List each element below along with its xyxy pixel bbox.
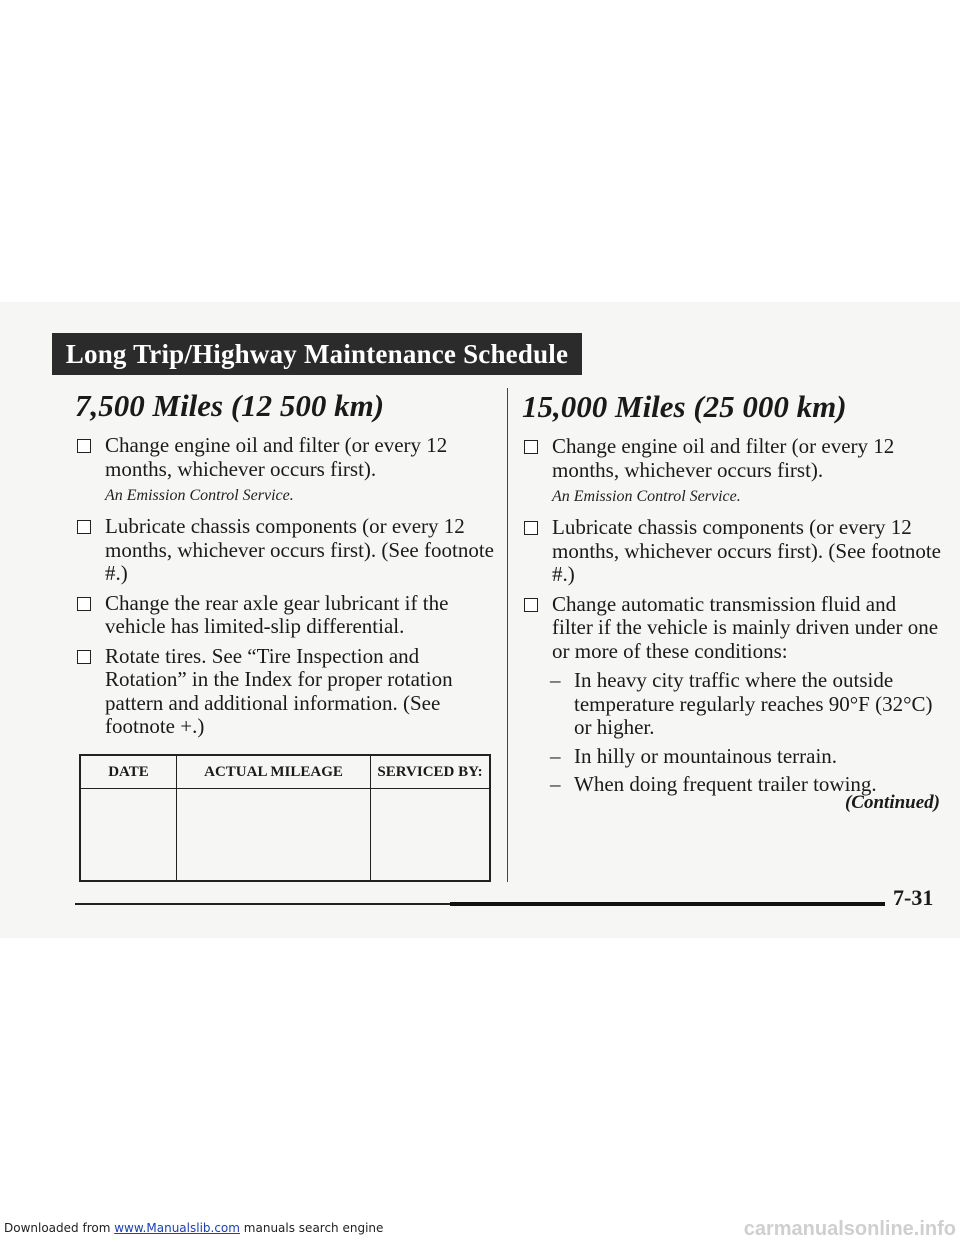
- checkbox-icon[interactable]: [77, 439, 91, 453]
- dash-icon: –: [550, 743, 561, 768]
- download-footer: [4, 1221, 383, 1235]
- checklist-item: [75, 515, 495, 586]
- item-text: Change engine oil and filter (or every 12 months, whichever occurs first).: [105, 433, 448, 481]
- checklist-item: [75, 434, 495, 481]
- condition-item: [522, 669, 942, 740]
- condition-text: In hilly or mountainous terrain.: [574, 743, 838, 768]
- item-text: Lubricate chassis components (or every 12 months, whichever occurs first). (See footnote #.): [552, 515, 941, 586]
- checkbox-icon[interactable]: [77, 597, 91, 611]
- table-header-serviced-by: SERVICED BY:: [371, 755, 491, 789]
- section-header: Long Trip/Highway Maintenance Schedule: [52, 333, 582, 375]
- left-column: [75, 388, 495, 745]
- table-cell-serviced-by[interactable]: [371, 789, 491, 882]
- emission-note: An Emission Control Service.: [552, 488, 741, 505]
- interval-heading-15000: 15,000 Miles (25 000 km): [522, 389, 847, 424]
- continued-label: (Continued): [844, 792, 940, 813]
- table-header-date: DATE: [80, 755, 177, 789]
- column-divider: [507, 388, 508, 882]
- checkbox-icon[interactable]: [77, 650, 91, 664]
- checkbox-icon[interactable]: [77, 520, 91, 534]
- item-text: Change the rear axle gear lubricant if the vehicle has limited-slip differential.: [105, 590, 449, 638]
- checklist-item: [522, 593, 942, 664]
- checklist-item: [75, 592, 495, 639]
- service-log-table: [79, 754, 491, 882]
- table-header-mileage: ACTUAL MILEAGE: [177, 755, 371, 789]
- checkbox-icon[interactable]: [524, 598, 538, 612]
- item-text: Change automatic transmission fluid and filter if the vehicle is mainly driven under one or more of these conditions:: [552, 591, 939, 663]
- item-text: Rotate tires. See “Tire Inspection and Rotation” in the Index for proper rotation pattern and additional information. (See footnote +.): [105, 643, 453, 738]
- page-number: 7-31: [893, 885, 934, 910]
- footer-suffix: manuals search engine: [243, 1221, 384, 1235]
- condition-text: In heavy city traffic where the outside temperature regularly reaches 90°F (32°C) or higher.: [574, 668, 933, 739]
- checklist-item: [522, 516, 942, 587]
- checklist-item: [522, 435, 942, 482]
- checkbox-icon[interactable]: [524, 521, 538, 535]
- dash-icon: –: [550, 772, 561, 796]
- condition-item: [522, 745, 942, 769]
- watermark-text: carmanualsonline.info: [743, 1218, 956, 1240]
- checkbox-icon[interactable]: [524, 440, 538, 454]
- manualslib-link[interactable]: www.Manualslib.com: [114, 1221, 240, 1235]
- emission-note: An Emission Control Service.: [105, 487, 294, 504]
- condition-text: When doing frequent trailer towing.: [574, 772, 877, 796]
- footer-prefix: Downloaded from: [4, 1221, 111, 1235]
- item-text: Change engine oil and filter (or every 12 months, whichever occurs first).: [552, 434, 895, 482]
- footer-rule-bold: [450, 902, 885, 906]
- item-text: Lubricate chassis components (or every 12 months, whichever occurs first). (See footnote #.): [105, 514, 494, 585]
- table-cell-date[interactable]: [80, 789, 177, 882]
- right-column: [522, 389, 942, 802]
- dash-icon: –: [550, 668, 561, 692]
- interval-heading-7500: 7,500 Miles (12 500 km): [75, 388, 385, 423]
- table-cell-mileage[interactable]: [177, 789, 371, 882]
- checklist-item: [75, 645, 495, 739]
